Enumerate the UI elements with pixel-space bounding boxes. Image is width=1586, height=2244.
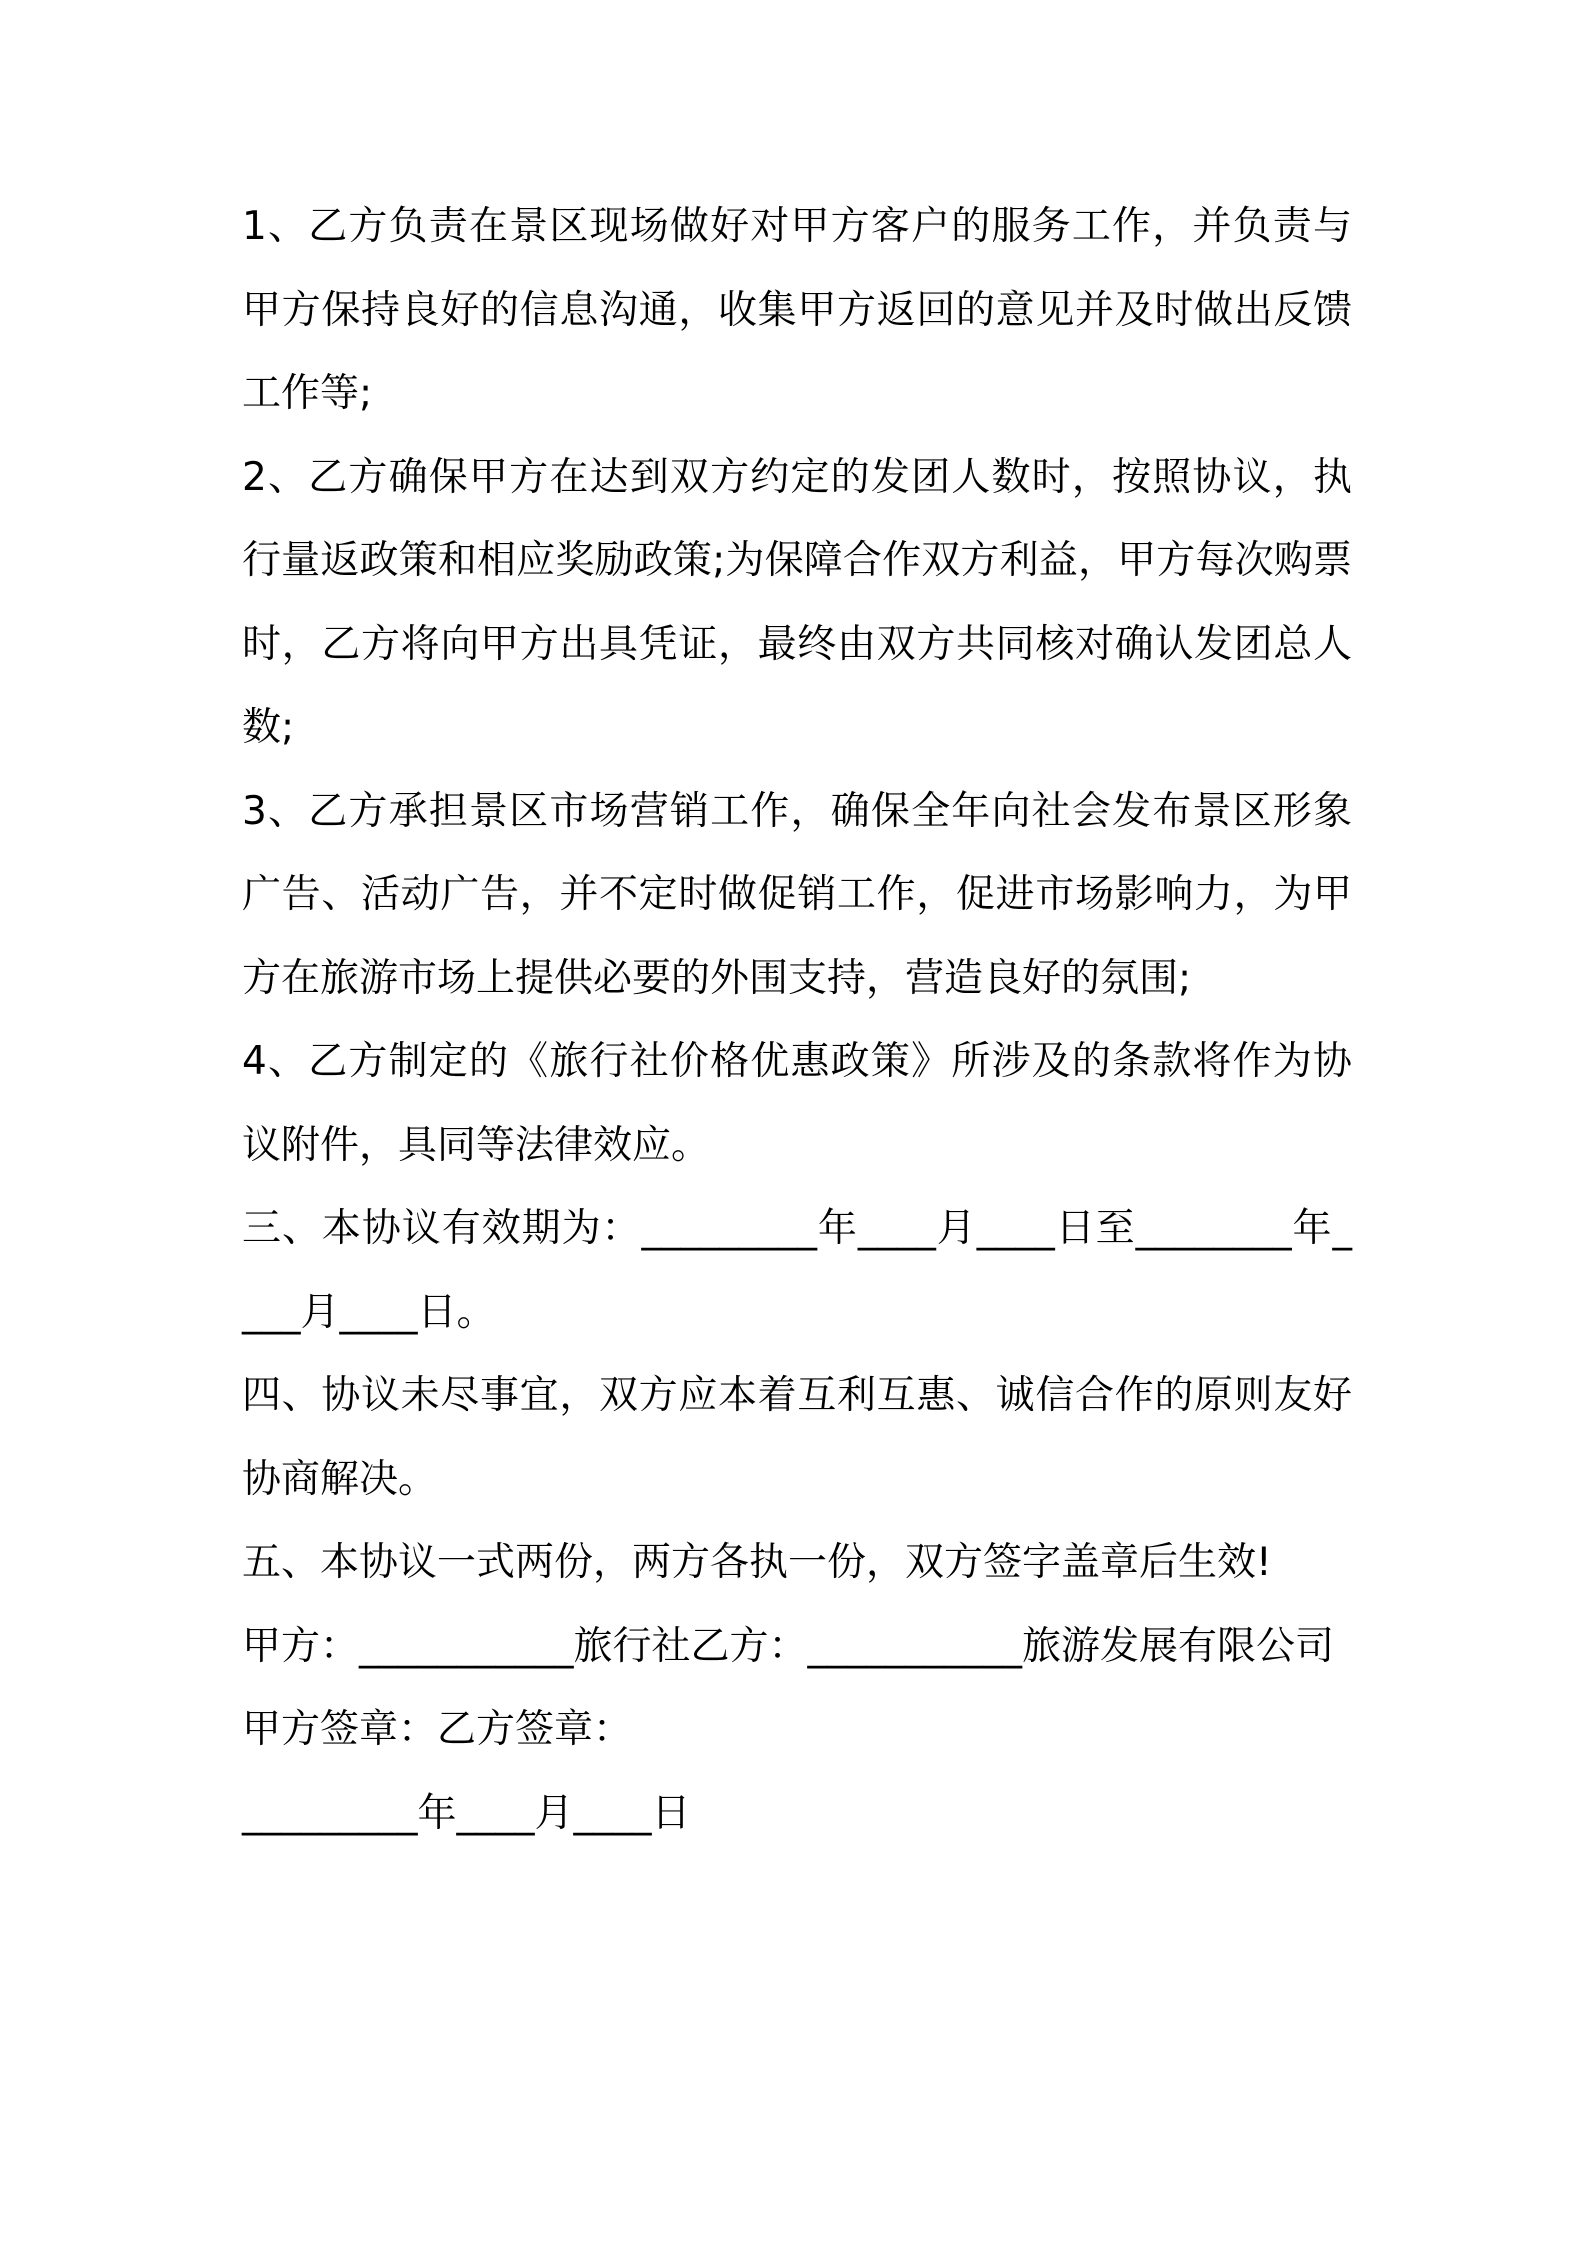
validity-period: 三、本协议有效期为：_________年____月____日至________年____月____日。 xyxy=(242,1206,1352,1335)
clause-1: 1、乙方负责在景区现场做好对甲方客户的服务工作，并负责与甲方保持良好的信息沟通，收集甲方返回的意见并及时做出反馈工作等; xyxy=(242,204,1352,416)
clause-3: 3、乙方承担景区市场营销工作，确保全年向社会发布景区形象广告、活动广告，并不定时做促销工作，促进市场影响力，为甲方在旅游市场上提供必要的外围支持，营造良好的氛围; xyxy=(242,788,1352,1001)
copies-clause: 五、本协议一式两份，两方各执一份，双方签字盖章后生效! xyxy=(242,1540,1272,1585)
clause-4: 4、乙方制定的《旅行社价格优惠政策》所涉及的条款将作为协议附件，具同等法律效应。 xyxy=(242,1039,1352,1168)
clause-2: 2、乙方确保甲方在达到双方约定的发团人数时，按照协议，执行量返政策和相应奖励政策;为保障合作双方利益，甲方每次购票时，乙方将向甲方出具凭证，最终由双方共同核对确认发团总人数; xyxy=(242,454,1352,750)
signature-line: 甲方签章：乙方签章： xyxy=(242,1707,633,1752)
date-line: _________年____月____日 xyxy=(242,1790,691,1836)
unresolved-matters: 四、协议未尽事宜，双方应本着互利互惠、诚信合作的原则友好协商解决。 xyxy=(242,1373,1352,1502)
parties-line: 甲方：___________旅行社乙方：___________旅游发展有限公司 xyxy=(242,1623,1335,1669)
document-body xyxy=(242,185,1352,1855)
